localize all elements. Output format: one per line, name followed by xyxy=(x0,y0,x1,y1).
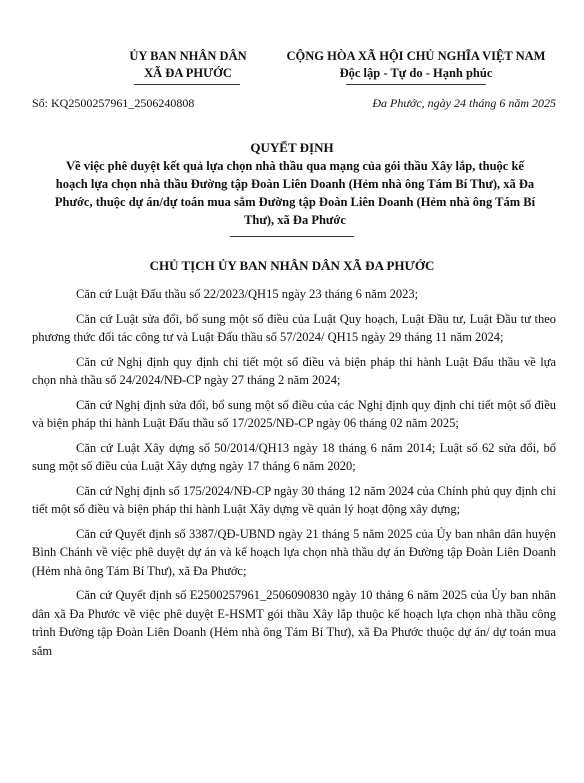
legal-basis-paragraph: Căn cứ Luật Đấu thầu số 22/2023/QH15 ngày 23 tháng 6 năm 2023; xyxy=(76,287,419,301)
legal-basis-paragraph: Căn cứ Luật Xây dựng số 50/2014/QH13 ngày 18 tháng 6 năm 2014; Luật số 62 sửa đổi, bổ sung một số điều của Luật Xây dựng ngày 17 tháng 6 năm 2020; xyxy=(32,440,556,473)
legal-basis-paragraph: Căn cứ Nghị định sửa đổi, bổ sung một số điều của các Nghị định quy định chi tiết một số điều và biện pháp thi hành Luật Đấu thầu số 17/2025/NĐ-CP ngày 06 tháng 02 năm 2025; xyxy=(32,397,556,430)
legal-basis-paragraph: Căn cứ Nghị định số 175/2024/NĐ-CP ngày 30 tháng 12 năm 2024 của Chính phủ quy định chi tiết một số điều và biện pháp thi hành Luật Xây dựng về quản lý hoạt động xây dựng; xyxy=(32,483,556,516)
chairman-heading: CHỦ TỊCH ỦY BAN NHÂN DÂN XÃ ĐA PHƯỚC xyxy=(149,258,435,273)
agency-underline xyxy=(134,84,240,85)
legal-basis-paragraph: Căn cứ Luật sửa đổi, bổ sung một số điều của Luật Quy hoạch, Luật Đầu tư, Luật Đầu tư theo phương thức đối tác công tư và Luật Đấu thầu số 57/2024/ QH15 ngày 29 tháng 11 năm 2024; xyxy=(32,311,556,344)
document-subject: Về việc phê duyệt kết quả lựa chọn nhà thầu qua mạng của gói thầu Xây lắp, thuộc kế hoạch lựa chọn nhà thầu Đường tập Đoàn Liên Doanh (Hẻm nhà ông Tám Bí Thư), xã Đa Phước, thuộc dự án/dự toán mua sắm Đường tập Đoàn Liên Doanh (Hẻm nhà ông Tám Bí Thư), xã Đa Phước xyxy=(54,159,536,227)
legal-basis-paragraph: Căn cứ Quyết định số 3387/QĐ-UBND ngày 21 tháng 5 năm 2025 của Ủy ban nhân dân huyện Bình Chánh về việc phê duyệt dự án và kế hoạch lựa chọn nhà thầu dự án Đường tập Đoàn Liên Doanh (Hẻm nhà ông Tám Bí Thư), xã Đa Phước; xyxy=(32,526,556,578)
document-number: Số: KQ2500257961_2506240808 xyxy=(32,96,195,110)
document-body xyxy=(32,285,556,666)
motto-underline xyxy=(346,84,486,85)
document-title: QUYẾT ĐỊNH xyxy=(250,140,334,155)
issuing-agency-line2: XÃ ĐA PHƯỚC xyxy=(144,66,232,80)
legal-basis-paragraph: Căn cứ Quyết định số E2500257961_2506090830 ngày 10 tháng 6 năm 2025 của Ủy ban nhân dân xã Đa Phước về việc phê duyệt E-HSMT gói thầu Xây lắp thuộc kế hoạch lựa chọn nhà thầu công trình Đường tập Đoàn Liên Doanh (Hẻm nhà ông Tám Bí Thư), xã Đa Phước thuộc dự án/ dự toán mua sắm xyxy=(32,588,556,658)
subject-underline xyxy=(230,236,354,237)
place-and-date: Đa Phước, ngày 24 tháng 6 năm 2025 xyxy=(372,96,556,110)
issuing-agency-line1: ỦY BAN NHÂN DÂN xyxy=(129,49,247,63)
national-title: CỘNG HÒA XÃ HỘI CHỦ NGHĨA VIỆT NAM xyxy=(286,49,546,63)
national-motto: Độc lập - Tự do - Hạnh phúc xyxy=(339,66,493,80)
legal-basis-paragraph: Căn cứ Nghị định quy định chi tiết một số điều và biện pháp thi hành Luật Đấu thầu về lựa chọn nhà thầu số 24/2024/NĐ-CP ngày 27 tháng 2 năm 2024; xyxy=(32,354,556,387)
